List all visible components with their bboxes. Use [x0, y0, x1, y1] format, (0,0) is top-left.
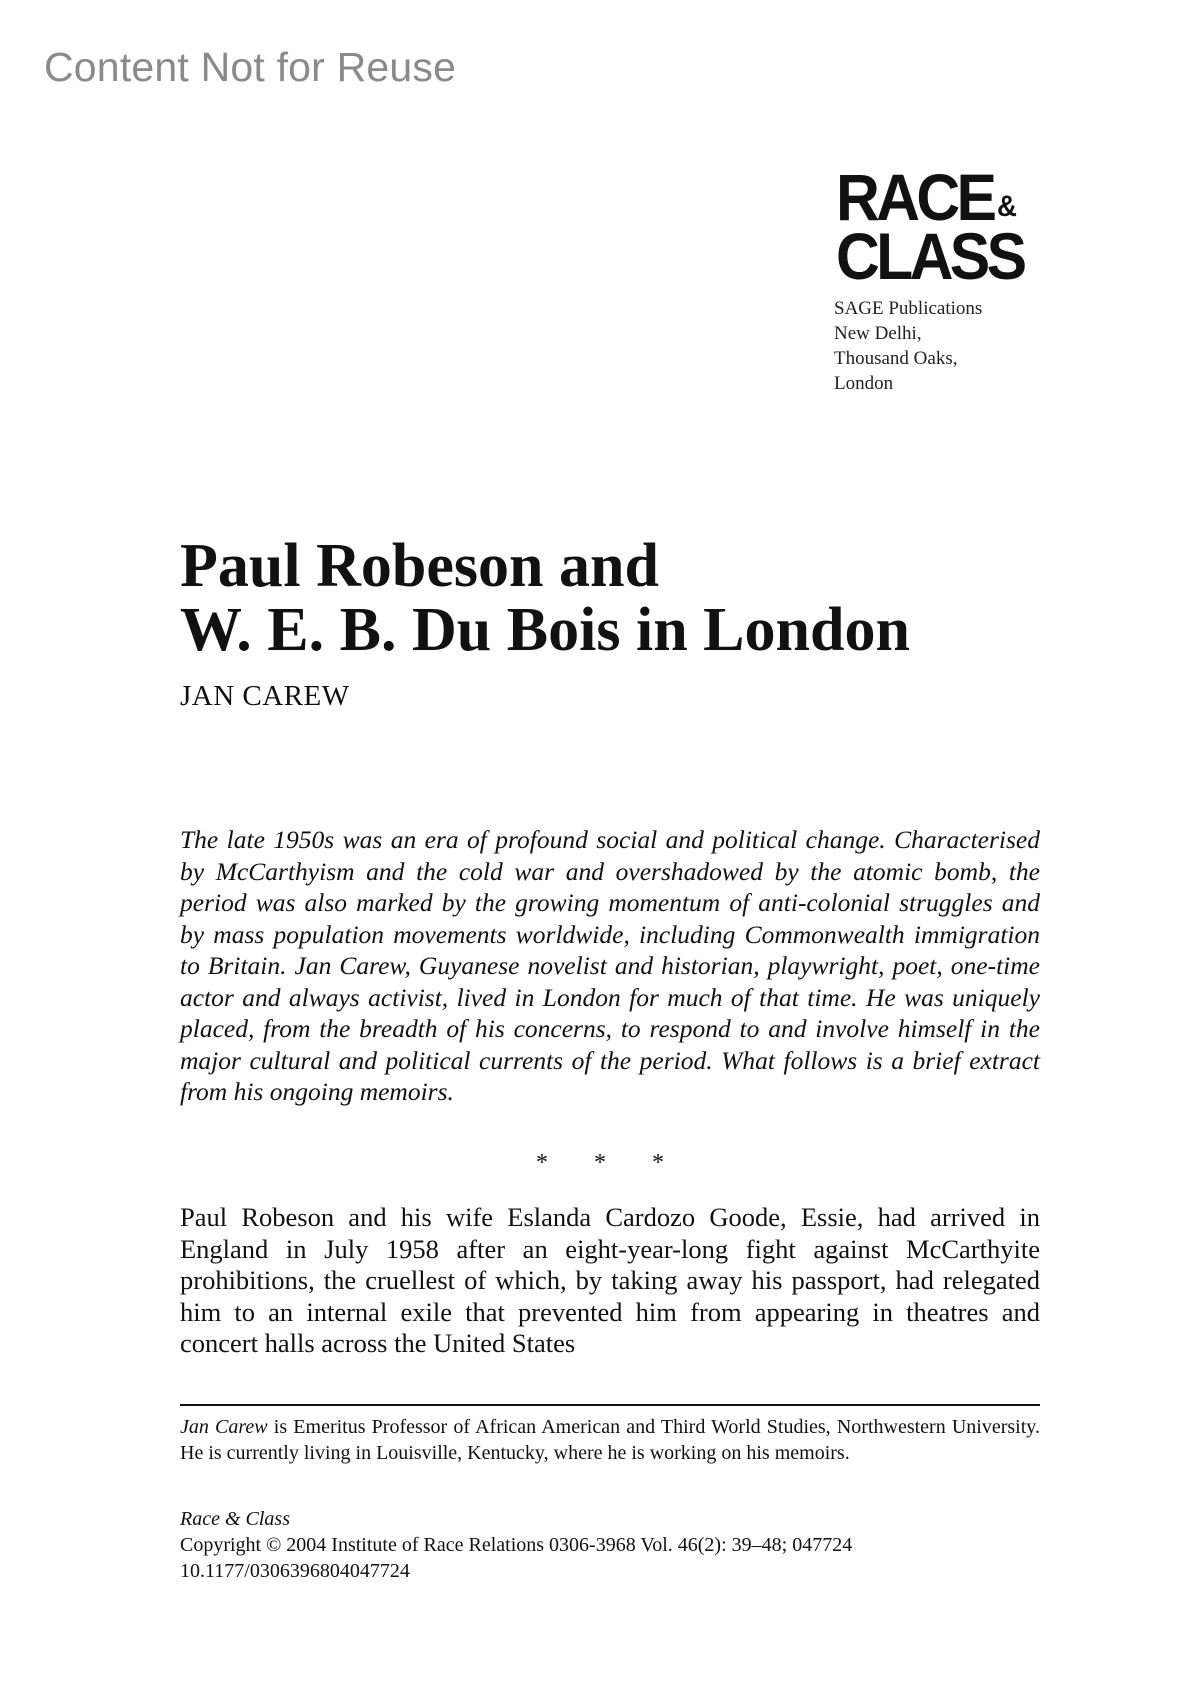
publisher-block	[834, 296, 982, 396]
article-body: Paul Robeson and his wife Eslanda Cardozo Goode, Essie, had arrived in England in July 1958 after an eight-year-long fight against McCarthyite prohibitions, the cruellest of which, by taking away his passport, had relegated him to an internal exile that prevented him from appearing in theatres and concert halls across the United States	[180, 1202, 1040, 1358]
copyright-line: Copyright © 2004 Institute of Race Relations 0306-3968 Vol. 46(2): 39–48; 047724	[180, 1534, 853, 1556]
logo-line-1: RACE &	[836, 160, 1017, 234]
title-line-2: W. E. B. Du Bois in London	[180, 596, 910, 664]
publisher-location: New Delhi,	[834, 323, 922, 344]
logo-ampersand: &	[997, 190, 1017, 223]
footnote-rule	[180, 1404, 1040, 1406]
article-author: JAN CAREW	[180, 680, 350, 712]
journal-info	[180, 1506, 852, 1584]
logo-line-2: CLASS	[836, 219, 1024, 294]
bio-text: is Emeritus Professor of African American and Third World Studies, Northwestern University. He is currently living in Louisville, Kentucky, where he is working on his memoirs.	[180, 1416, 1040, 1464]
publisher-location: Thousand Oaks,	[834, 348, 958, 369]
journal-logo	[836, 160, 1040, 294]
bio-author-name: Jan Carew	[180, 1416, 268, 1438]
doi: 10.1177/0306396804047724	[180, 1560, 410, 1582]
section-separator: * * *	[536, 1150, 684, 1176]
journal-name: Race & Class	[180, 1508, 290, 1530]
publisher-location: London	[834, 373, 894, 394]
title-line-1: Paul Robeson and	[180, 532, 659, 600]
article-title	[180, 534, 1060, 662]
article-abstract: The late 1950s was an era of profound social and political change. Characterised by McCarthyism and the cold war and overshadowed by the atomic bomb, the period was also marked by the growing momentum of anti-colonial struggles and by mass population movements worldwide, including Commonwealth immigration to Britain. Jan Carew, Guyanese novelist and historian, playwright, poet, one-time actor and always activist, lived in London for much of that time. He was uniquely placed, from the breadth of his concerns, to respond to and involve himself in the major cultural and political currents of the period. What follows is a brief extract from his ongoing memoirs.	[180, 825, 1040, 1106]
publisher-name: SAGE Publications	[834, 298, 983, 319]
author-bio	[180, 1414, 1040, 1466]
watermark: Content Not for Reuse	[44, 44, 457, 90]
